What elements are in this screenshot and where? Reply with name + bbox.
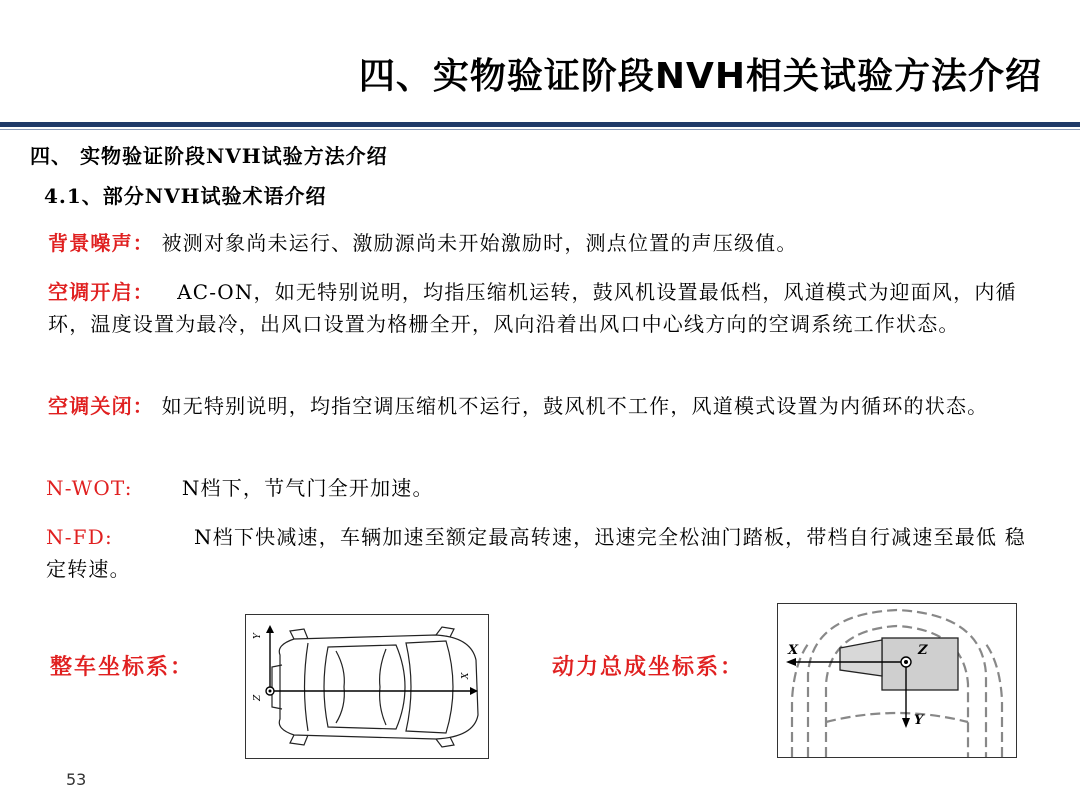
powertrain-axis-x: X	[788, 643, 799, 658]
vehicle-axis-y: Y	[253, 633, 263, 639]
term-background-noise	[48, 227, 1048, 259]
term-label: N-FD:	[46, 525, 113, 549]
term-text: 如无特别说明，均指空调压缩机不运行，鼓风机不工作，风道模式设置为内循环的状态。	[161, 394, 989, 418]
vehicle-axis-z: Z	[253, 694, 263, 701]
title-rule-thin	[0, 129, 1080, 130]
slide-title: 四、实物验证阶段NVH相关试验方法介绍	[358, 56, 1042, 97]
term-label: 空调关闭：	[48, 394, 154, 418]
sub-heading: 4.1、部分NVH试验术语介绍	[44, 184, 327, 208]
term-n-fd	[46, 521, 1046, 585]
powertrain-coord-figure	[777, 603, 1017, 758]
title-rule	[0, 122, 1080, 127]
powertrain-coord-label: 动力总成坐标系：	[552, 654, 745, 680]
vehicle-axis-x: X	[461, 672, 471, 679]
term-text: 被测对象尚未运行、激励源尚未开始激励时，测点位置的声压级值。	[161, 231, 798, 255]
term-text: AC-ON，如无特别说明，均指压缩机运转，鼓风机设置最低档，风道模式为迎面风，内循环，温度设置为最冷，出风口设置为格栅全开，风向沿着出风口中心线方向的空调系统工作状态。	[48, 280, 1017, 336]
term-ac-on	[48, 276, 1048, 340]
term-text: N档下快减速，车辆加速至额定最高转速，迅速完全松油门踏板，带档自行减速至最低 稳定转速。	[46, 525, 1026, 581]
section-heading: 四、 实物验证阶段NVH试验方法介绍	[30, 144, 388, 168]
page-number: 53	[66, 770, 87, 789]
vehicle-coord-figure	[245, 614, 489, 759]
powertrain-coord-diagram	[778, 604, 1016, 757]
powertrain-axis-y: Y	[914, 713, 924, 728]
vehicle-coord-label: 整车坐标系：	[50, 654, 195, 680]
term-label: N-WOT:	[46, 476, 133, 500]
term-n-wot	[46, 472, 1046, 504]
term-label: 空调开启：	[48, 280, 154, 304]
term-ac-off	[48, 390, 1048, 422]
powertrain-axis-z: Z	[918, 643, 928, 658]
term-label: 背景噪声：	[48, 231, 154, 255]
vehicle-coord-diagram	[246, 615, 488, 758]
term-text: N档下，节气门全开加速。	[181, 476, 434, 500]
